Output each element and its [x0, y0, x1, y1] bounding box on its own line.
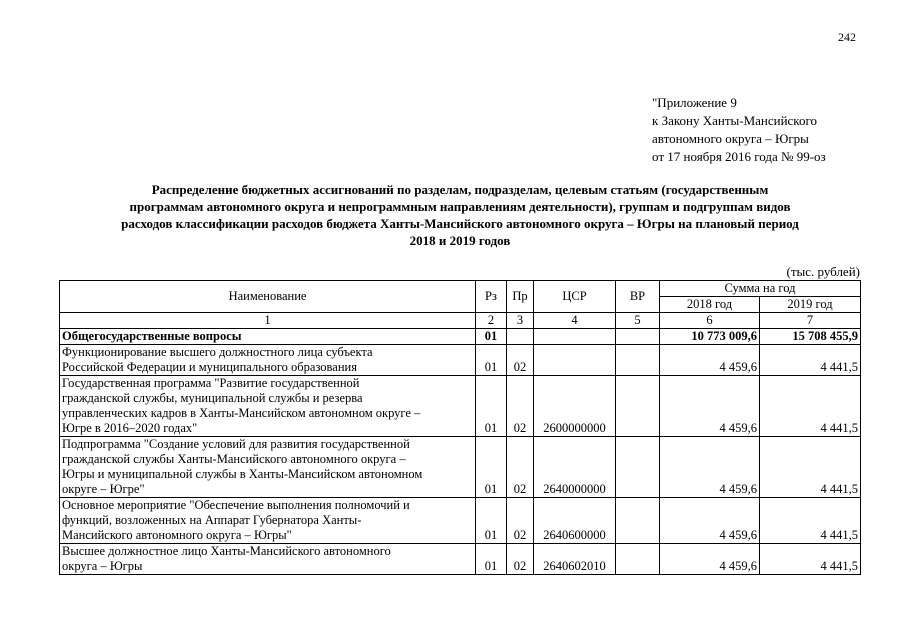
row-name: [60, 437, 476, 498]
row-name-line: функций, возложенных на Аппарат Губернатора Ханты-: [62, 513, 362, 527]
row-amount-2018: 4 459,6: [660, 498, 760, 544]
row-name-line: Функционирование высшего должностного лица субъекта: [62, 345, 373, 359]
row-name-line: округе – Югре": [62, 482, 145, 496]
column-number: 4: [534, 313, 616, 329]
row-name-line: Государственная программа "Развитие государственной: [62, 376, 360, 390]
row-csr: 2600000000: [534, 376, 616, 437]
row-amount-2018: 4 459,6: [660, 437, 760, 498]
column-number: 1: [60, 313, 476, 329]
row-amount-2018: 10 773 009,6: [660, 329, 760, 345]
row-rz: 01: [476, 329, 507, 345]
row-amount-2018: 4 459,6: [660, 345, 760, 376]
title-line: программам автономного округа и непрограммным направлениям деятельности), группам и подгруппам видов: [129, 199, 791, 214]
row-vr: [616, 498, 660, 544]
appendix-line: "Приложение 9: [652, 95, 737, 110]
row-name-line: управленческих кадров в Ханты-Мансийском автономном округе –: [62, 406, 421, 420]
row-rz: 01: [476, 544, 507, 575]
header-csr: ЦСР: [534, 281, 616, 313]
title-line: расходов классификации расходов бюджета Ханты-Мансийского автономного округа – Югры на плановый период: [121, 216, 799, 231]
column-number: 3: [507, 313, 534, 329]
header-2019: 2019 год: [760, 297, 861, 313]
row-pr: 02: [507, 345, 534, 376]
row-name-line: Югры и муниципальной службы в Ханты-Мансийском автономном: [62, 467, 423, 481]
row-pr: 02: [507, 544, 534, 575]
column-number: 2: [476, 313, 507, 329]
title-line: Распределение бюджетных ассигнований по разделам, подразделам, целевым статьям (государственным: [151, 182, 769, 197]
document-title: [60, 181, 860, 249]
row-name-line: Основное мероприятие "Обеспечение выполнения полномочий и: [62, 498, 410, 512]
column-number: 6: [660, 313, 760, 329]
row-name-line: гражданской службы Ханты-Мансийского автономного округа –: [62, 452, 406, 466]
row-vr: [616, 437, 660, 498]
row-vr: [616, 376, 660, 437]
row-rz: 01: [476, 498, 507, 544]
row-name: [60, 544, 476, 575]
header-rz: Рз: [476, 281, 507, 313]
header-sum: Сумма на год: [660, 281, 861, 297]
row-rz: 01: [476, 437, 507, 498]
row-name: [60, 329, 476, 345]
row-csr: 2640000000: [534, 437, 616, 498]
row-name: [60, 345, 476, 376]
row-vr: [616, 544, 660, 575]
row-pr: 02: [507, 437, 534, 498]
budget-table: [59, 280, 861, 575]
row-pr: 02: [507, 498, 534, 544]
row-pr: [507, 329, 534, 345]
column-number: 5: [616, 313, 660, 329]
row-amount-2019: 15 708 455,9: [760, 329, 861, 345]
row-amount-2018: 4 459,6: [660, 544, 760, 575]
header-pr: Пр: [507, 281, 534, 313]
header-2018: 2018 год: [660, 297, 760, 313]
row-vr: [616, 329, 660, 345]
appendix-line: к Закону Ханты-Мансийского: [652, 113, 817, 128]
row-pr: 02: [507, 376, 534, 437]
row-name-line: Мансийского автономного округа – Югры": [62, 528, 292, 542]
table-row: [60, 544, 861, 575]
units-label: (тыс. рублей): [786, 264, 860, 279]
appendix-line: автономного округа – Югры: [652, 131, 809, 146]
column-number: 7: [760, 313, 861, 329]
row-name-line: гражданской службы, муниципальной службы и резерва: [62, 391, 363, 405]
table-row: [60, 345, 861, 376]
table-row: [60, 437, 861, 498]
row-name-line: Российской Федерации и муниципального образования: [62, 360, 357, 374]
page-number: 242: [838, 30, 856, 44]
appendix-reference: [652, 94, 826, 166]
header-name: Наименование: [60, 281, 476, 313]
row-csr: 2640602010: [534, 544, 616, 575]
header-vr: ВР: [616, 281, 660, 313]
row-csr: [534, 345, 616, 376]
row-csr: 2640600000: [534, 498, 616, 544]
row-name: [60, 498, 476, 544]
row-name-line: Высшее должностное лицо Ханты-Мансийского автономного: [62, 544, 391, 558]
row-vr: [616, 345, 660, 376]
row-rz: 01: [476, 345, 507, 376]
table-row: [60, 329, 861, 345]
row-csr: [534, 329, 616, 345]
row-name-line: округа – Югры: [62, 559, 143, 573]
row-name-line: Югре в 2016–2020 годах": [62, 421, 198, 435]
row-rz: 01: [476, 376, 507, 437]
row-name: [60, 376, 476, 437]
row-amount-2019: 4 441,5: [760, 544, 861, 575]
row-amount-2019: 4 441,5: [760, 345, 861, 376]
appendix-line: от 17 ноября 2016 года № 99-оз: [652, 149, 826, 164]
title-line: 2018 и 2019 годов: [409, 233, 511, 248]
row-name-line: Подпрограмма "Создание условий для развития государственной: [62, 437, 410, 451]
row-amount-2019: 4 441,5: [760, 437, 861, 498]
table-row: [60, 498, 861, 544]
row-amount-2019: 4 441,5: [760, 376, 861, 437]
table-row: [60, 376, 861, 437]
row-amount-2019: 4 441,5: [760, 498, 861, 544]
row-name-line: Общегосударственные вопросы: [62, 329, 242, 343]
row-amount-2018: 4 459,6: [660, 376, 760, 437]
